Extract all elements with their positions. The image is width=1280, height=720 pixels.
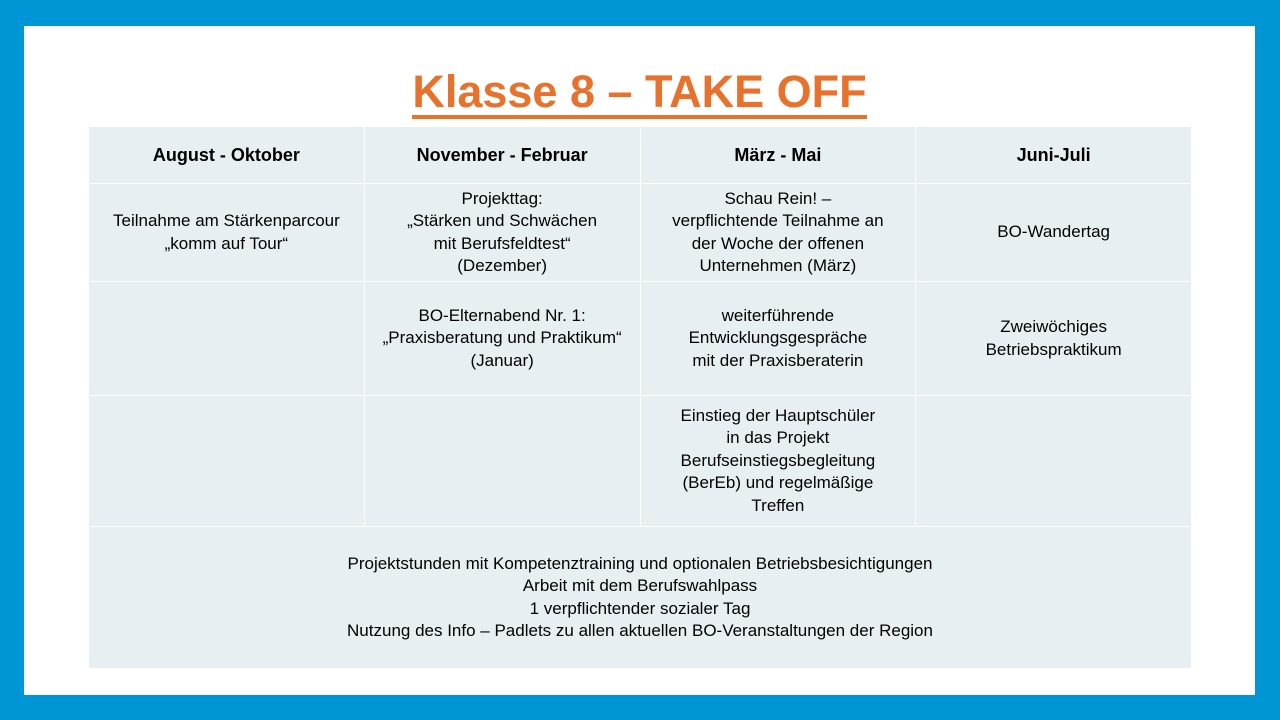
header-row <box>89 127 1192 184</box>
footer-row <box>89 527 1192 669</box>
header-cell: März - Mai <box>640 127 916 184</box>
schedule-table <box>88 126 1192 669</box>
table-cell-empty <box>364 396 640 527</box>
table-cell: Einstieg der Hauptschüler in das Projekt Berufseinstiegsbegleitung (BerEb) und regelmäßige Treffen <box>640 396 916 527</box>
table-row <box>89 184 1192 282</box>
table-cell: Teilnahme am Stärkenparcour „komm auf Tour“ <box>89 184 365 282</box>
header-cell: August - Oktober <box>89 127 365 184</box>
table-cell-empty <box>89 282 365 396</box>
table-row <box>89 282 1192 396</box>
header-cell: Juni-Juli <box>916 127 1192 184</box>
slide <box>24 26 1255 695</box>
footer-cell: Projektstunden mit Kompetenztraining und optionalen Betriebsbesichtigungen Arbeit mit dem Berufswahlpass 1 verpflichtender sozialer Tag Nutzung des Info – Padlets zu allen aktuellen BO-Veranstaltungen der Region <box>89 527 1192 669</box>
table-cell: Schau Rein! – verpflichtende Teilnahme an der Woche der offenen Unternehmen (März) <box>640 184 916 282</box>
slide-title: Klasse 8 – TAKE OFF <box>412 66 867 117</box>
table-cell: BO-Wandertag <box>916 184 1192 282</box>
table-cell: weiterführende Entwicklungsgespräche mit der Praxisberaterin <box>640 282 916 396</box>
table-cell: Projekttag: „Stärken und Schwächen mit Berufsfeldtest“ (Dezember) <box>364 184 640 282</box>
table-cell: Zweiwöchiges Betriebspraktikum <box>916 282 1192 396</box>
header-cell: November - Februar <box>364 127 640 184</box>
table-cell-empty <box>916 396 1192 527</box>
table-cell: BO-Elternabend Nr. 1: „Praxisberatung und Praktikum“ (Januar) <box>364 282 640 396</box>
table-row <box>89 396 1192 527</box>
table-cell-empty <box>89 396 365 527</box>
